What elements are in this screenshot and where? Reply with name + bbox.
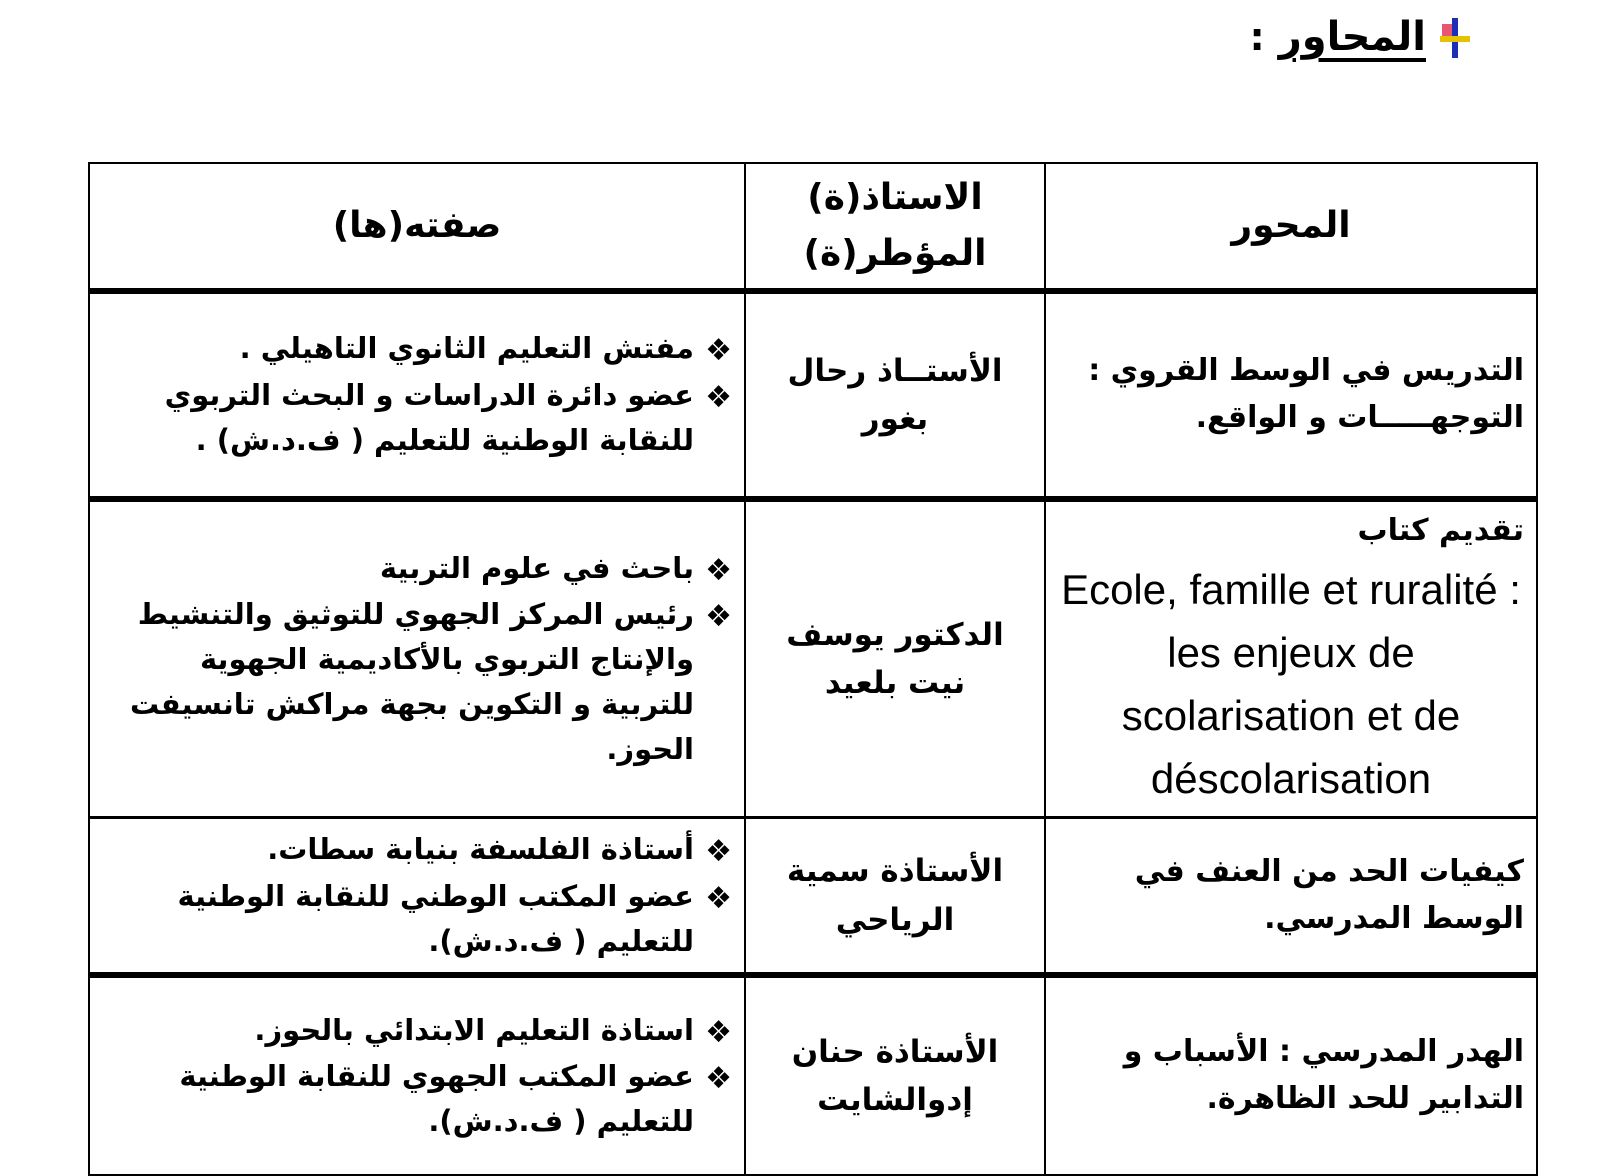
role-item — [102, 326, 732, 371]
table-header-row — [89, 163, 1537, 291]
book-title-latin: Ecole, famille et ruralité : les enjeux de scolarisation et de déscolarisation — [1061, 566, 1521, 803]
speaker-cell: الأستــاذ رحال بغور — [745, 291, 1045, 499]
role-text: عضو دائرة الدراسات و البحث التربوي للنقابة الوطنية للتعليم ( ف.د.ش) . — [164, 378, 694, 458]
diamond-dots-bullet-icon: ❖ — [705, 1061, 732, 1097]
axis-text: كيفيات الحد من العنف في الوسط المدرسي. — [1134, 854, 1524, 936]
role-item — [102, 827, 732, 872]
header-speaker: الاستاذ(ة) المؤطر(ة) — [745, 163, 1045, 291]
section-title: المحاور — [1278, 14, 1426, 60]
role-item — [102, 373, 732, 463]
axis-cell — [1045, 499, 1537, 818]
role-cell — [89, 818, 745, 975]
table-row — [89, 291, 1537, 499]
diamond-dots-bullet-icon: ❖ — [705, 552, 732, 588]
role-item — [102, 592, 732, 772]
speaker-cell: الدكتور يوسف نيت بلعيد — [745, 499, 1045, 818]
role-text: استاذة التعليم الابتدائي بالحوز. — [254, 1012, 694, 1047]
axis-cell — [1045, 975, 1537, 1175]
axis-text: تقديم كتاب — [1357, 512, 1524, 548]
axes-table — [88, 162, 1538, 1176]
role-list — [102, 1008, 732, 1145]
table-row — [89, 818, 1537, 975]
diamond-dots-bullet-icon: ❖ — [705, 834, 732, 870]
axis-cell — [1045, 291, 1537, 499]
section-title-colon: : — [1249, 15, 1265, 59]
role-text: باحث في علوم التربية — [379, 550, 694, 585]
diamond-dots-bullet-icon: ❖ — [705, 881, 732, 917]
role-cell — [89, 499, 745, 818]
table-row — [89, 499, 1537, 818]
header-axis: المحور — [1045, 163, 1537, 291]
diamond-dots-bullet-icon: ❖ — [705, 380, 732, 416]
axis-text: التدريس في الوسط القروي : التوجهـــــات و الواقع. — [1088, 353, 1524, 435]
role-text: رئيس المركز الجهوي للتوثيق والتنشيط والإنتاج التربوي بالأكاديمية الجهوية للتربية و التكوين بجهة مراكش تانسيفت الحوز. — [129, 597, 694, 767]
role-text: أستاذة الفلسفة بنيابة سطات. — [267, 832, 694, 867]
four-color-cross-bullet-icon — [1440, 14, 1470, 60]
section-heading — [1250, 14, 1471, 60]
role-text: عضو المكتب الوطني للنقابة الوطنية للتعليم ( ف.د.ش). — [177, 879, 694, 958]
role-list — [102, 546, 732, 773]
diamond-dots-bullet-icon: ❖ — [705, 599, 732, 635]
speaker-cell: الأستاذة حنان إدوالشايت — [745, 975, 1045, 1175]
role-cell — [89, 291, 745, 499]
role-item — [102, 1008, 732, 1053]
role-item — [102, 1054, 732, 1144]
axis-text: الهدر المدرسي : الأسباب و التدابير للحد الظاهرة. — [1123, 1034, 1524, 1116]
role-item — [102, 546, 732, 591]
role-cell — [89, 975, 745, 1175]
role-item — [102, 874, 732, 964]
header-role: صفته(ها) — [89, 163, 745, 291]
diamond-dots-bullet-icon: ❖ — [705, 333, 732, 369]
role-list — [102, 827, 732, 964]
role-text: عضو المكتب الجهوي للنقابة الوطنية للتعليم ( ف.د.ش). — [179, 1059, 694, 1139]
axis-cell — [1045, 818, 1537, 975]
role-list — [102, 326, 732, 463]
speaker-cell: الأستاذة سمية الرياحي — [745, 818, 1045, 975]
role-text: مفتش التعليم الثانوي التاهيلي . — [239, 331, 694, 366]
diamond-dots-bullet-icon: ❖ — [705, 1014, 732, 1050]
table-row — [89, 975, 1537, 1175]
